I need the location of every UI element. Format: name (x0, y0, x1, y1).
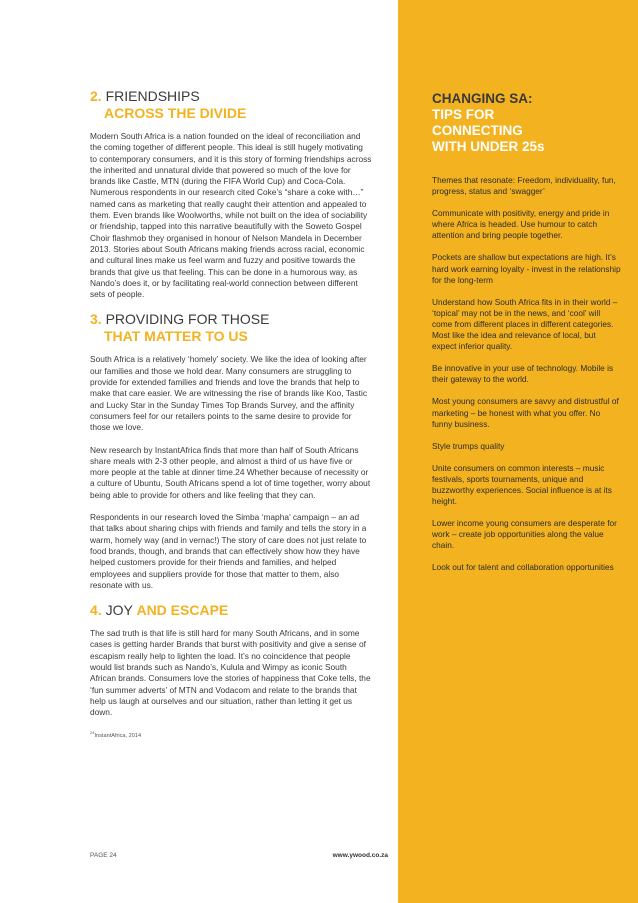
section-providing (90, 311, 372, 591)
tip-item: Most young consumers are savvy and distrustful of marketing – be honest with what you offer. No funny business. (432, 396, 619, 429)
section-joy (90, 602, 372, 718)
sidebar-title-line: TIPS FOR (432, 107, 495, 122)
tip-item: Be innovative in your use of technology. Mobile is their gateway to the world. (432, 363, 614, 385)
section-title-line1: JOY (105, 602, 133, 619)
tip-item: Look out for talent and collaboration opportunities (432, 562, 614, 573)
section-title-line1: FRIENDSHIPS (105, 88, 200, 104)
tip-item: Style trumps quality (432, 440, 505, 451)
sidebar-title-line: CONNECTING (432, 123, 523, 138)
tip-item: Pockets are shallow but expectations are high. It’s hard work earning loyalty - invest in the relationship for the long-term (432, 252, 621, 285)
section-number: 2. (90, 88, 102, 104)
section-title (90, 88, 372, 122)
page-number: PAGE 24 (90, 852, 117, 859)
section-title-highlight: AND ESCAPE (136, 602, 229, 619)
section-title-line2: ACROSS THE DIVIDE (104, 105, 247, 121)
footnote (90, 730, 372, 739)
sidebar-content (432, 91, 622, 585)
section-title-line2: THAT MATTER TO US (104, 328, 248, 345)
section-title-line1: PROVIDING FOR THOSE (105, 311, 270, 328)
section-paragraph: New research by InstantAfrica finds that more than half of South Africans share meals with 2-3 other people, and almost a third of us have five or more people at the table at dinner time.24 Whether because of necessity or a culture of Ubuntu, South Africans spend a lot of time together, worry about being able to provide for others and like feeling that they can. (90, 444, 371, 500)
tip-item: Unite consumers on common interests – music festivals, sports tournaments, unique and buzzworthy experiences. Social influence is at its height. (432, 462, 612, 507)
sidebar-title-line: WITH UNDER 25s (432, 139, 545, 154)
section-paragraph: Respondents in our research loved the Simba ‘mapha’ campaign – an ad that talks about sharing chips with friends and family and tells the story in a warm, homely way (and in vernac!) The story of care does not just relate to food brands, though, and brands that can effectively show how they have helped customers provide for their friends and families, and helped employees and suppliers provide for those that matter to them, also resonate with us. (90, 512, 367, 590)
main-column (90, 88, 372, 739)
footnote-number: 24 (90, 730, 95, 736)
section-paragraph: The sad truth is that life is still hard for many South Africans, and in some cases is getting harder Brands that burst with positivity and give a sense of escapism really help to lighten the load. It’s no coincidence that people would list brands such as Nando’s, Kulula and Wimpy as iconic South African brands. Consumers love the stories of happiness that Coke tells, the ‘fun summer adverts’ of MTN and Vodacom and relate to the brands that help us laugh at ourselves and our situation, rather than letting it get us down. (90, 628, 371, 718)
section-number: 4. (90, 602, 102, 619)
sidebar-title (432, 91, 622, 155)
tip-item: Communicate with positivity, energy and pride in where Africa is headed. Use humour to catch attention and bring people together. (432, 208, 610, 241)
section-title (90, 311, 372, 345)
tip-item: Lower income young consumers are desperate for work – create job opportunities along the value chain. (432, 518, 617, 551)
section-number: 3. (90, 311, 102, 328)
sidebar-title-first: CHANGING SA: (432, 91, 533, 106)
section-friendships (90, 88, 372, 300)
tip-item: Themes that resonate: Freedom, individuality, fun, progress, status and ‘swagger’ (432, 175, 616, 197)
tip-item: Understand how South Africa fits in in their world – ‘topical’ may not be in the news, and ‘cool’ will come from different places in different categories. Most like the idea and relevance of local, but expect inferior quality. (432, 296, 618, 352)
section-paragraph: Modern South Africa is a nation founded on the ideal of reconciliation and the coming together of different people. This ideal is still hugely motivating to contemporary consumers, and it is this story of forming friendships across the inherited and unnatural divide that powered so much of the love for brands like Castle, MTN (during the FIFA World Cup) and Coca-Cola. Numerous respondents in our research cited Coke’s “share a coke with…” named cans as marketing that really caught their attention and appealed to them. Even brands like Woolworths, while not built on the idea of sociability or friendship, tapped into this narrative beautifully with the Soweto Gospel Choir flashmob they organised in honour of Nelson Mandela in December 2013. Stories about South Africans making friends across racial, economic and cultural lines make us feel warm and fuzzy and positive towards the brands that give us that feeling. This can be done in a humorous way, as Nando’s does it, or by facilitating real-world connection between different sets of people. (90, 131, 372, 300)
website-url: www.ywood.co.za (332, 852, 388, 859)
section-title (90, 602, 372, 619)
footnote-text: InstantAfrica, 2014 (94, 733, 142, 740)
tips-sidebar (398, 0, 638, 903)
section-paragraph: South Africa is a relatively ‘homely’ society. We like the idea of looking after our families and those we hold dear. Many consumers are struggling to provide for extended families and friends and love the brands that help to make that care easier. We are witnessing the rise of brands like Koo, Tastic and Lucky Star in the Sunday Times Top Brands Survey, and the affinity consumers feel for our retailers points to the same desire to provide for those we love. (90, 354, 368, 433)
